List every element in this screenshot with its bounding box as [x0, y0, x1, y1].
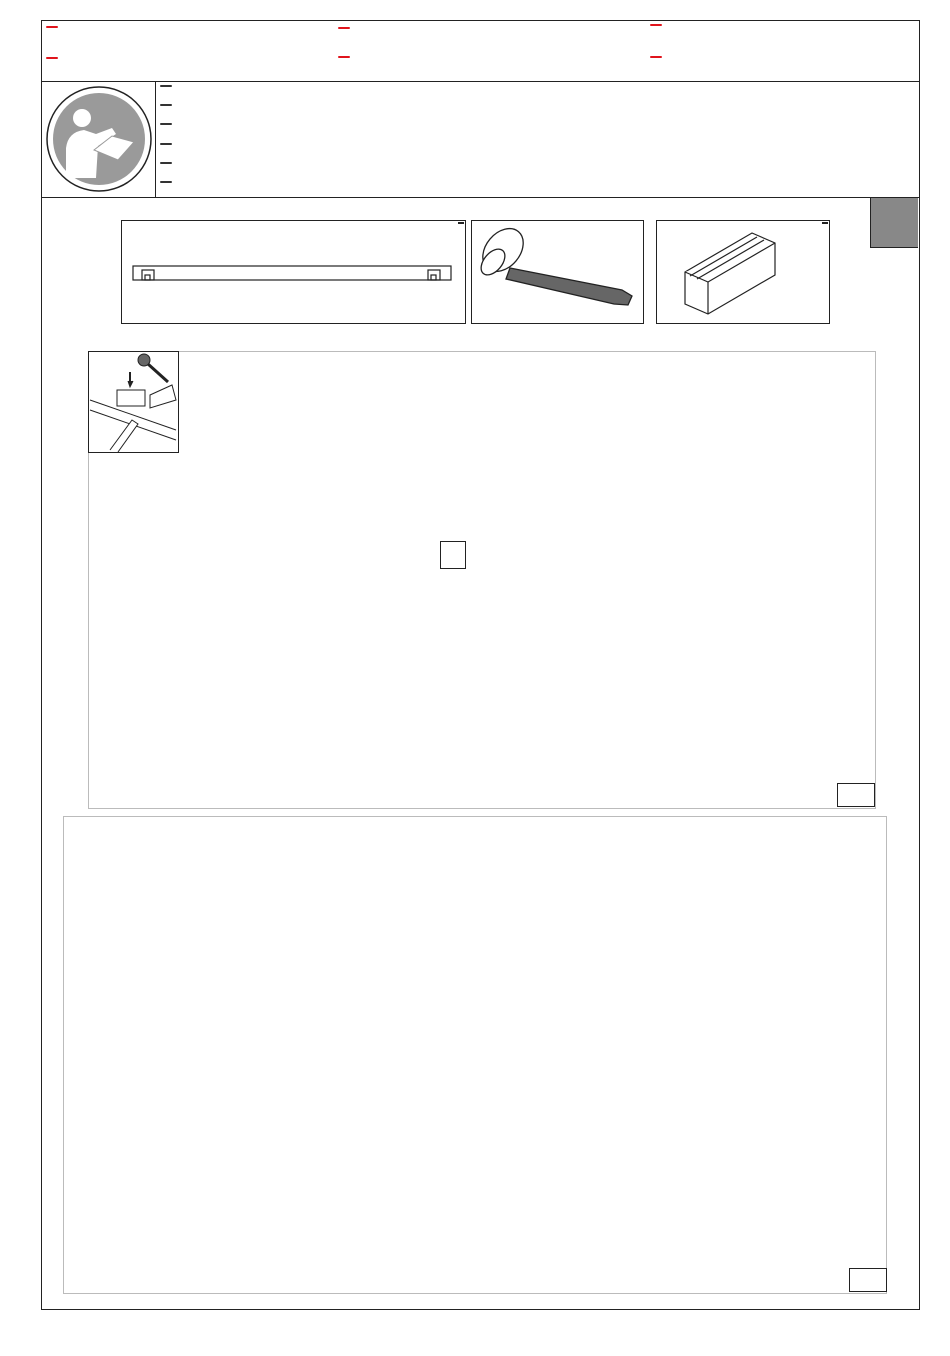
plank-drawing: [685, 233, 775, 314]
diagonal-part-label: [440, 541, 466, 569]
mallet-icon: [475, 221, 632, 305]
hammering-detail-icon: [90, 354, 176, 452]
board-drawing: [133, 266, 451, 280]
